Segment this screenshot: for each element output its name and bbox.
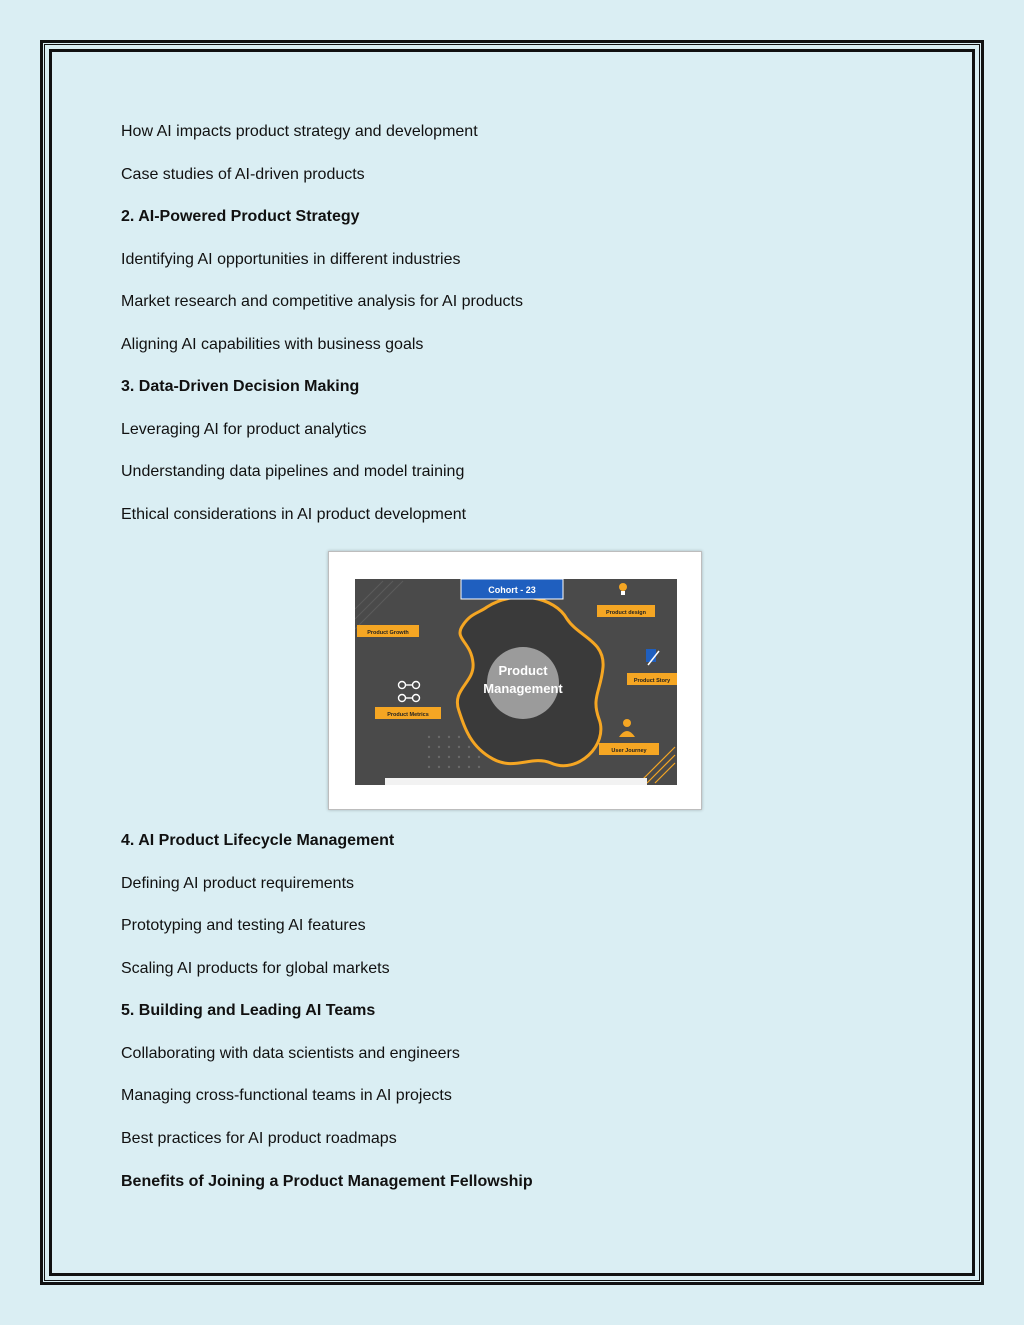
bullet-text: Leveraging AI for product analytics — [121, 421, 367, 438]
bullet-text: Scaling AI products for global markets — [121, 960, 390, 977]
bullet-text: Prototyping and testing AI features — [121, 917, 366, 934]
center-title-line1: Product — [498, 663, 548, 678]
bullet-text: How AI impacts product strategy and development — [121, 123, 478, 140]
label-design: Product design — [605, 610, 647, 616]
bullet-text: Best practices for AI product roadmaps — [121, 1130, 397, 1147]
logo-strip — [385, 778, 647, 785]
figure-illustration — [355, 579, 677, 785]
section-heading: 4. AI Product Lifecycle Management — [121, 832, 395, 849]
bullet-text: Ethical considerations in AI product development — [121, 506, 467, 523]
center-title-line2: Management — [483, 681, 563, 696]
bullet-text: Collaborating with data scientists and engineers — [121, 1045, 460, 1062]
section-heading: Benefits of Joining a Product Management Fellowship — [121, 1173, 533, 1190]
bullet-text: Aligning AI capabilities with business goals — [121, 336, 424, 353]
bullet-text: Case studies of AI-driven products — [121, 166, 365, 183]
label-journey: User Journey — [611, 748, 647, 754]
bullet-text: Understanding data pipelines and model training — [121, 463, 465, 480]
cohort-label: Cohort - 23 — [488, 585, 536, 595]
section-heading: 5. Building and Leading AI Teams — [121, 1002, 376, 1019]
section-heading: 2. AI-Powered Product Strategy — [121, 208, 360, 225]
label-metrics: Product Metrics — [387, 712, 429, 718]
section-heading: 3. Data-Driven Decision Making — [121, 378, 360, 395]
label-story: Product Story — [633, 678, 671, 684]
product-management-figure — [328, 551, 702, 810]
bullet-text: Market research and competitive analysis for AI products — [121, 293, 523, 310]
bullet-text: Defining AI product requirements — [121, 875, 355, 892]
bullet-text: Managing cross-functional teams in AI projects — [121, 1087, 452, 1104]
bullet-text: Identifying AI opportunities in different industries — [121, 251, 461, 268]
label-growth: Product Growth — [367, 630, 409, 636]
